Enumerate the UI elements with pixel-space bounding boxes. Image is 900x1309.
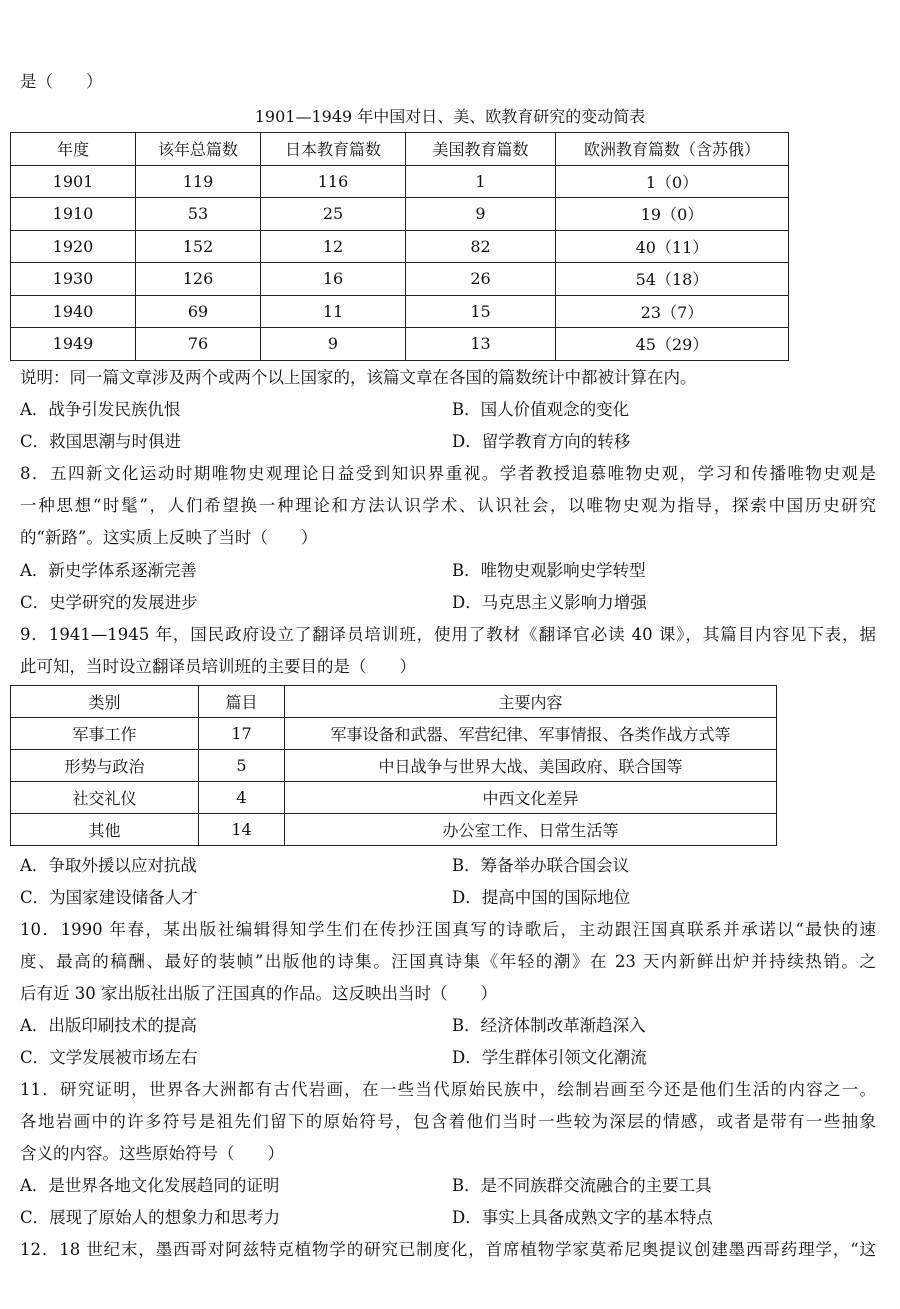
table-header-row	[11, 133, 789, 166]
cell: 152	[136, 230, 261, 263]
table-row	[11, 782, 777, 814]
table-row	[11, 165, 789, 198]
q11-stem-line: 含义的内容。这些原始符号（ ）	[20, 1144, 284, 1163]
cell: 12	[261, 230, 406, 263]
q9-stem-line: 9．1941—1945 年，国民政府设立了翻译员培训班，使用了教材《翻译官必读 40 课》，其篇目内容见下表，据	[20, 625, 876, 644]
cell: 119	[136, 165, 261, 198]
table-row	[11, 814, 777, 846]
q7-table-note: 说明：同一篇文章涉及两个或两个以上国家的，该篇文章在各国的篇数统计中都被计算在内。	[20, 368, 697, 387]
table-row	[11, 328, 789, 361]
cell: 69	[136, 295, 261, 328]
header-cell: 该年总篇数	[136, 133, 261, 166]
q7-option-a[interactable]: A．战争引发民族仇恨	[20, 400, 181, 419]
header-cell: 欧洲教育篇数（含苏俄）	[556, 133, 789, 166]
q12-stem-line: 12．18 世纪末，墨西哥对阿兹特克植物学的研究已制度化，首席植物学家莫希尼奥提议创建墨西哥药理学，“这	[20, 1240, 876, 1259]
cell: 中西文化差异	[285, 782, 777, 814]
q9-textbook-table	[10, 685, 777, 846]
q9-stem-line: 此可知，当时设立翻译员培训班的主要目的是（ ）	[20, 657, 416, 676]
q8-option-d[interactable]: D．马克思主义影响力增强	[452, 593, 647, 612]
q7-option-b[interactable]: B．国人价值观念的变化	[452, 400, 630, 419]
q9-option-a[interactable]: A．争取外援以应对抗战	[20, 856, 197, 875]
header-cell: 篇目	[199, 686, 285, 718]
q8-option-c[interactable]: C．史学研究的发展进步	[20, 593, 198, 612]
cell: 办公室工作、日常生活等	[285, 814, 777, 846]
table-row	[11, 263, 789, 296]
q7-stem-tail: 是（ ）	[20, 72, 103, 91]
cell: 1901	[11, 165, 136, 198]
table-row	[11, 750, 777, 782]
cell: 1940	[11, 295, 136, 328]
cell: 126	[136, 263, 261, 296]
q11-stem-line: 各地岩画中的许多符号是祖先们留下的原始符号，包含着他们当时一些较为深层的情感，或者是带有一些抽象	[20, 1112, 876, 1131]
q10-stem-line: 10．1990 年春，某出版社编辑得知学生们在传抄汪国真写的诗歌后，主动跟汪国真联系并承诺以“最快的速	[20, 920, 876, 939]
q8-stem-line: 的“新路”。这实质上反映了当时（ ）	[20, 528, 318, 547]
cell: 1	[406, 165, 556, 198]
cell: 23（7）	[556, 295, 789, 328]
cell: 9	[406, 198, 556, 231]
cell: 82	[406, 230, 556, 263]
cell: 13	[406, 328, 556, 361]
q11-option-c[interactable]: C．展现了原始人的想象力和思考力	[20, 1208, 281, 1227]
cell: 40（11）	[556, 230, 789, 263]
cell: 1910	[11, 198, 136, 231]
q7-education-table	[10, 132, 789, 361]
cell: 中日战争与世界大战、美国政府、联合国等	[285, 750, 777, 782]
cell: 116	[261, 165, 406, 198]
q10-option-d[interactable]: D．学生群体引领文化潮流	[452, 1048, 647, 1067]
q9-option-c[interactable]: C．为国家建设储备人才	[20, 888, 198, 907]
cell: 26	[406, 263, 556, 296]
q9-option-b[interactable]: B．筹备举办联合国会议	[452, 856, 630, 875]
header-cell: 年度	[11, 133, 136, 166]
table-header-row	[11, 686, 777, 718]
q7-option-c[interactable]: C．救国思潮与时俱进	[20, 432, 182, 451]
q11-option-b[interactable]: B．是不同族群交流融合的主要工具	[452, 1176, 712, 1195]
q10-stem-line: 度、最高的稿酬、最好的装帧”出版他的诗集。汪国真诗集《年轻的潮》在 23 天内新鲜出炉并持续热销。之	[20, 952, 876, 971]
table-row	[11, 295, 789, 328]
cell: 54（18）	[556, 263, 789, 296]
cell: 形势与政治	[11, 750, 199, 782]
cell: 53	[136, 198, 261, 231]
cell: 其他	[11, 814, 199, 846]
q10-option-b[interactable]: B．经济体制改革渐趋深入	[452, 1016, 646, 1035]
table-row	[11, 230, 789, 263]
cell: 4	[199, 782, 285, 814]
cell: 11	[261, 295, 406, 328]
cell: 1920	[11, 230, 136, 263]
q7-option-d[interactable]: D．留学教育方向的转移	[452, 432, 631, 451]
cell: 17	[199, 718, 285, 750]
cell: 1949	[11, 328, 136, 361]
q8-stem-line: 一种思想“时髦”，人们希望换一种理论和方法认识学术、认识社会，以唯物史观为指导，探索中国历史研究	[20, 496, 876, 515]
q8-option-b[interactable]: B．唯物史观影响史学转型	[452, 561, 646, 580]
q11-option-d[interactable]: D．事实上具备成熟文字的基本特点	[452, 1208, 713, 1227]
q8-option-a[interactable]: A．新史学体系逐渐完善	[20, 561, 197, 580]
q11-option-a[interactable]: A．是世界各地文化发展趋同的证明	[20, 1176, 280, 1195]
cell: 1（0）	[556, 165, 789, 198]
header-cell: 主要内容	[285, 686, 777, 718]
q10-stem-line: 后有近 30 家出版社出版了汪国真的作品。这反映出当时（ ）	[20, 984, 497, 1003]
cell: 9	[261, 328, 406, 361]
q11-stem-line: 11．研究证明，世界各大洲都有古代岩画，在一些当代原始民族中，绘制岩画至今还是他们生活的内容之一。	[20, 1080, 876, 1099]
q9-option-d[interactable]: D．提高中国的国际地位	[452, 888, 631, 907]
q7-table-title: 1901—1949 年中国对日、美、欧教育研究的变动简表	[254, 107, 646, 126]
header-cell: 美国教育篇数	[406, 133, 556, 166]
q8-stem-line: 8．五四新文化运动时期唯物史观理论日益受到知识界重视。学者教授追慕唯物史观，学习和传播唯物史观是	[20, 464, 876, 483]
q10-option-c[interactable]: C．文学发展被市场左右	[20, 1048, 198, 1067]
cell: 16	[261, 263, 406, 296]
header-cell: 日本教育篇数	[261, 133, 406, 166]
cell: 14	[199, 814, 285, 846]
table-row	[11, 198, 789, 231]
cell: 45（29）	[556, 328, 789, 361]
cell: 1930	[11, 263, 136, 296]
cell: 15	[406, 295, 556, 328]
cell: 军事设备和武器、军营纪律、军事情报、各类作战方式等	[285, 718, 777, 750]
cell: 76	[136, 328, 261, 361]
q10-option-a[interactable]: A．出版印刷技术的提高	[20, 1016, 197, 1035]
table-row	[11, 718, 777, 750]
cell: 5	[199, 750, 285, 782]
header-cell: 类别	[11, 686, 199, 718]
cell: 25	[261, 198, 406, 231]
cell: 社交礼仪	[11, 782, 199, 814]
cell: 19（0）	[556, 198, 789, 231]
cell: 军事工作	[11, 718, 199, 750]
